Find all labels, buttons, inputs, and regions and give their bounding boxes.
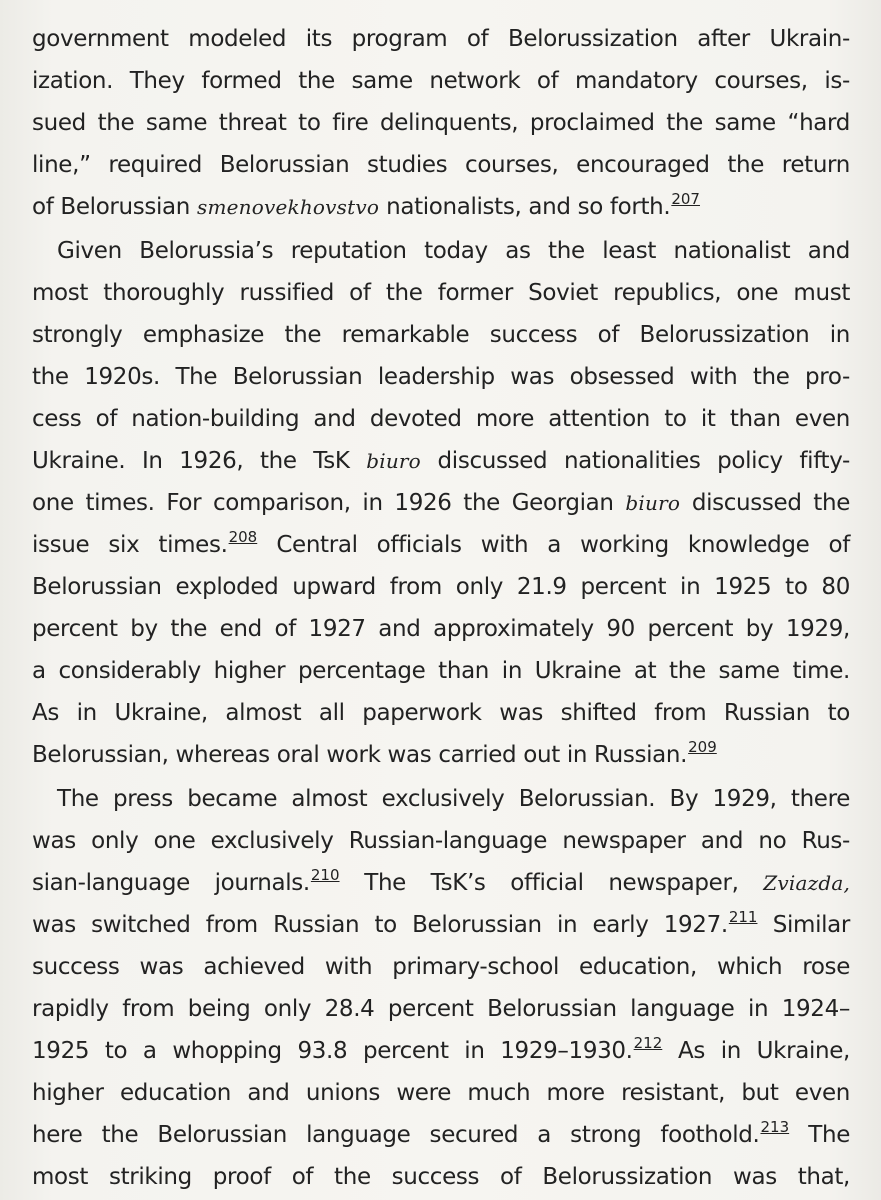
text-segment: sued the same threat to fire delinquents, proclaimed the same “hard bbox=[32, 110, 850, 136]
text-segment: Ukraine. In 1926, the TsK bbox=[32, 448, 350, 474]
footnote-ref[interactable]: 211 bbox=[728, 908, 758, 926]
text-segment: higher education and unions were much more resistant, but even bbox=[32, 1080, 850, 1106]
italic-term: smenovekhovstvo bbox=[197, 195, 380, 219]
text-line bbox=[32, 19, 850, 59]
text-line bbox=[32, 567, 850, 607]
text-segment: discussed the bbox=[691, 490, 851, 516]
text-line bbox=[32, 905, 850, 945]
text-segment: was switched from Russian to Belorussian in early 1927. bbox=[32, 912, 728, 938]
text-line bbox=[32, 399, 850, 439]
text-line bbox=[32, 103, 850, 143]
text-segment: Belorussian, whereas oral work was carried out in Russian. bbox=[32, 742, 688, 768]
text-segment: Central officials with a working knowledge of bbox=[276, 532, 850, 558]
text-segment: here the Belorussian language secured a strong foothold. bbox=[32, 1122, 760, 1148]
text-segment: As in Ukraine, bbox=[677, 1038, 850, 1064]
footnote-ref[interactable]: 209 bbox=[688, 738, 717, 756]
text-segment: strongly emphasize the remarkable success of Belorussization in bbox=[32, 322, 850, 348]
text-segment: ization. They formed the same network of mandatory courses, is- bbox=[32, 68, 850, 94]
footnote-ref[interactable]: 210 bbox=[310, 866, 340, 884]
text-segment: As in Ukraine, almost all paperwork was shifted from Russian to bbox=[32, 700, 850, 726]
text-line bbox=[32, 145, 850, 185]
text-segment: Given Belorussia’s reputation today as the least nationalist and bbox=[57, 238, 850, 264]
text-segment: percent by the end of 1927 and approximately 90 percent by 1929, bbox=[32, 616, 850, 642]
text-segment: The TsK’s official newspaper, bbox=[364, 870, 739, 896]
text-line bbox=[32, 441, 850, 481]
text-segment: The bbox=[808, 1122, 850, 1148]
text-segment: a considerably higher percentage than in Ukraine at the same time. bbox=[32, 658, 850, 684]
text-line bbox=[32, 525, 850, 565]
paragraph-first-line bbox=[57, 231, 850, 271]
paragraph-first-line bbox=[57, 779, 850, 819]
footnote-ref[interactable]: 212 bbox=[633, 1034, 663, 1052]
text-line bbox=[32, 1073, 850, 1113]
text-segment: discussed nationalities policy fifty- bbox=[437, 448, 851, 474]
text-line bbox=[32, 1115, 850, 1155]
text-segment: was only one exclusively Russian-language newspaper and no Rus- bbox=[32, 828, 850, 854]
text-line bbox=[32, 1031, 850, 1071]
text-segment: the 1920s. The Belorussian leadership was obsessed with the pro- bbox=[32, 364, 850, 390]
text-line bbox=[32, 609, 850, 649]
text-line bbox=[32, 651, 850, 691]
text-line bbox=[32, 693, 850, 733]
text-segment: of Belorussian bbox=[32, 194, 191, 220]
text-segment: Similar bbox=[772, 912, 850, 938]
text-line bbox=[32, 821, 850, 861]
text-line bbox=[32, 863, 850, 903]
text-line bbox=[32, 1157, 850, 1197]
text-line bbox=[32, 357, 850, 397]
text-line bbox=[32, 315, 850, 355]
footnote-ref[interactable]: 213 bbox=[760, 1118, 790, 1136]
footnote-ref[interactable]: 207 bbox=[671, 190, 700, 208]
text-line bbox=[32, 187, 850, 227]
text-line bbox=[32, 61, 850, 101]
text-segment: nationalists, and so forth. bbox=[386, 194, 671, 220]
text-segment: issue six times. bbox=[32, 532, 228, 558]
italic-term: Zviazda, bbox=[763, 871, 851, 895]
italic-term: biuro bbox=[366, 449, 421, 473]
text-segment: rapidly from being only 28.4 percent Belorussian language in 1924– bbox=[32, 996, 850, 1022]
text-segment: most thoroughly russified of the former Soviet republics, one must bbox=[32, 280, 850, 306]
text-segment: sian-language journals. bbox=[32, 870, 310, 896]
text-segment: cess of nation-building and devoted more attention to it than even bbox=[32, 406, 850, 432]
text-segment: government modeled its program of Belorussization after Ukrain- bbox=[32, 26, 850, 52]
text-line bbox=[32, 273, 850, 313]
text-segment: The press became almost exclusively Belorussian. By 1929, there bbox=[57, 786, 850, 812]
text-segment: most striking proof of the success of Belorussization was that, bbox=[32, 1164, 850, 1190]
italic-term: biuro bbox=[625, 491, 681, 515]
text-line bbox=[32, 947, 850, 987]
text-segment: Belorussian exploded upward from only 21.9 percent in 1925 to 80 bbox=[32, 574, 850, 600]
text-segment: one times. For comparison, in 1926 the Georgian bbox=[32, 490, 614, 516]
text-segment: line,” required Belorussian studies courses, encouraged the return bbox=[32, 152, 850, 178]
text-segment: 1925 to a whopping 93.8 percent in 1929–1930. bbox=[32, 1038, 633, 1064]
text-segment: success was achieved with primary-school education, which rose bbox=[32, 954, 850, 980]
text-line bbox=[32, 989, 850, 1029]
footnote-ref[interactable]: 208 bbox=[228, 528, 258, 546]
text-line bbox=[32, 483, 850, 523]
text-line bbox=[32, 735, 850, 775]
